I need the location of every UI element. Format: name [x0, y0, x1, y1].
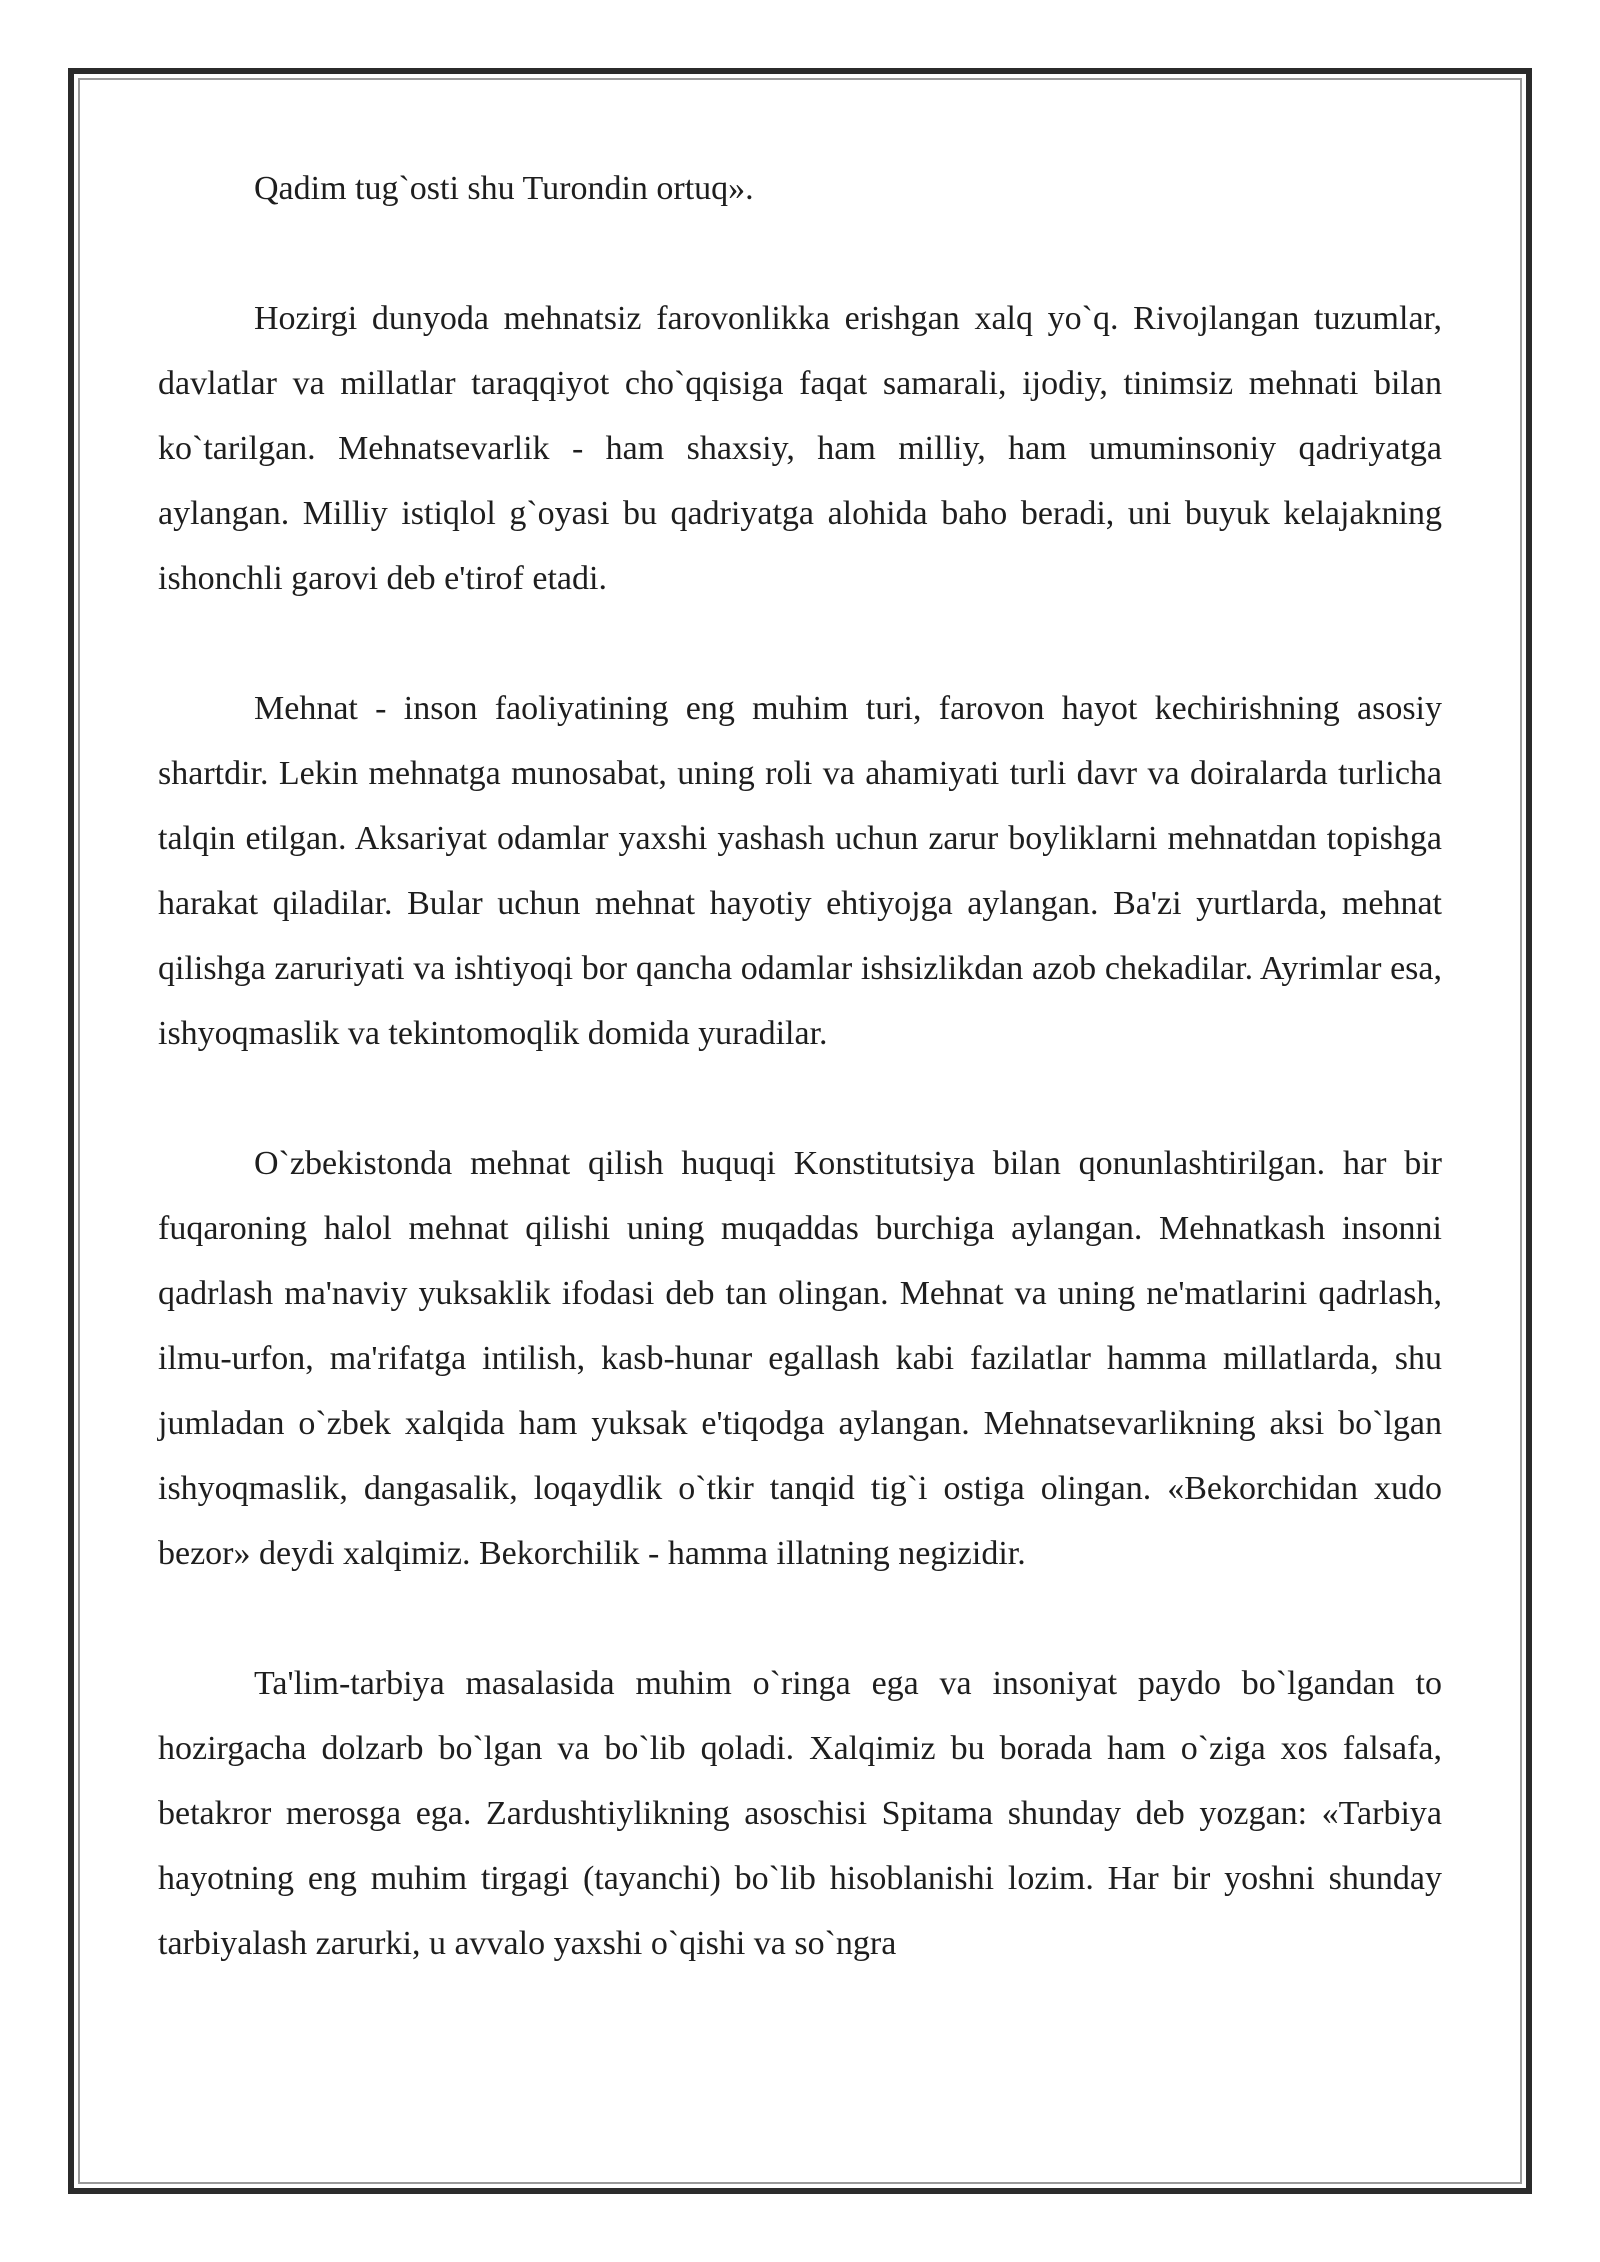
document-body	[158, 156, 1442, 1976]
paragraph-1: Qadim tug`osti shu Turondin ortuq».	[254, 170, 754, 207]
paragraph-3: Mehnat - inson faoliyatining eng muhim turi, farovon hayot kechirishning asosiy shartdir. Lekin mehnatga munosabat, uning roli va ahamiyati turli davr va doiralarda turlicha talqin etilgan. Aksariyat odamlar yaxshi yashash uchun zarur boyliklarni mehnatdan topishga harakat qiladilar. Bular uchun mehnat hayotiy ehtiyojga aylangan. Ba'zi yurtlarda, mehnat qilishga zaruriyati va ishtiyoqi bor qancha odamlar ishsizlikdan azob chekadilar. Ayrimlar esa, ishyoqmaslik va tekintomoqlik domida yuradilar.	[158, 690, 1442, 1052]
paragraph-4: O`zbekistonda mehnat qilish huquqi Konstitutsiya bilan qonunlashtirilgan. har bir fuqaroning halol mehnat qilishi uning muqaddas burchiga aylangan. Mehnatkash insonni qadrlash ma'naviy yuksaklik ifodasi deb tan olingan. Mehnat va uning ne'matlarini qadrlash, ilmu-urfon, ma'rifatga intilish, kasb-hunar egallash kabi fazilatlar hamma millatlarda, shu jumladan o`zbek xalqida ham yuksak e'tiqodga aylangan. Mehnatsevarlikning aksi bo`lgan ishyoqmaslik, dangasalik, loqaydlik o`tkir tanqid tig`i ostiga olingan. «Bekorchidan xudo bezor» deydi xalqimiz. Bekorchilik - hamma illatning negizidir.	[158, 1145, 1442, 1572]
paragraph-2: Hozirgi dunyoda mehnatsiz farovonlikka erishgan xalq yo`q. Rivojlangan tuzumlar, davlatlar va millatlar taraqqiyot cho`qqisiga faqat samarali, ijodiy, tinimsiz mehnati bilan ko`tarilgan. Mehnatsevarlik - ham shaxsiy, ham milliy, ham umuminsoniy qadriyatga aylangan. Milliy istiqlol g`oyasi bu qadriyatga alohida baho beradi, uni buyuk kelajakning ishonchli garovi deb e'tirof etadi.	[158, 300, 1442, 597]
paragraph-5: Ta'lim-tarbiya masalasida muhim o`ringa ega va insoniyat paydo bo`lgandan to hozirgacha dolzarb bo`lgan va bo`lib qoladi. Xalqimiz bu borada ham o`ziga xos falsafa, betakror merosga ega. Zardushtiylikning asoschisi Spitama shunday deb yozgan: «Tarbiya hayotning eng muhim tirgagi (tayanchi) bo`lib hisoblanishi lozim. Har bir yoshni shunday tarbiyalash zarurki, u avvalo yaxshi o`qishi va so`ngra	[158, 1665, 1442, 1962]
page-frame	[68, 68, 1532, 2194]
